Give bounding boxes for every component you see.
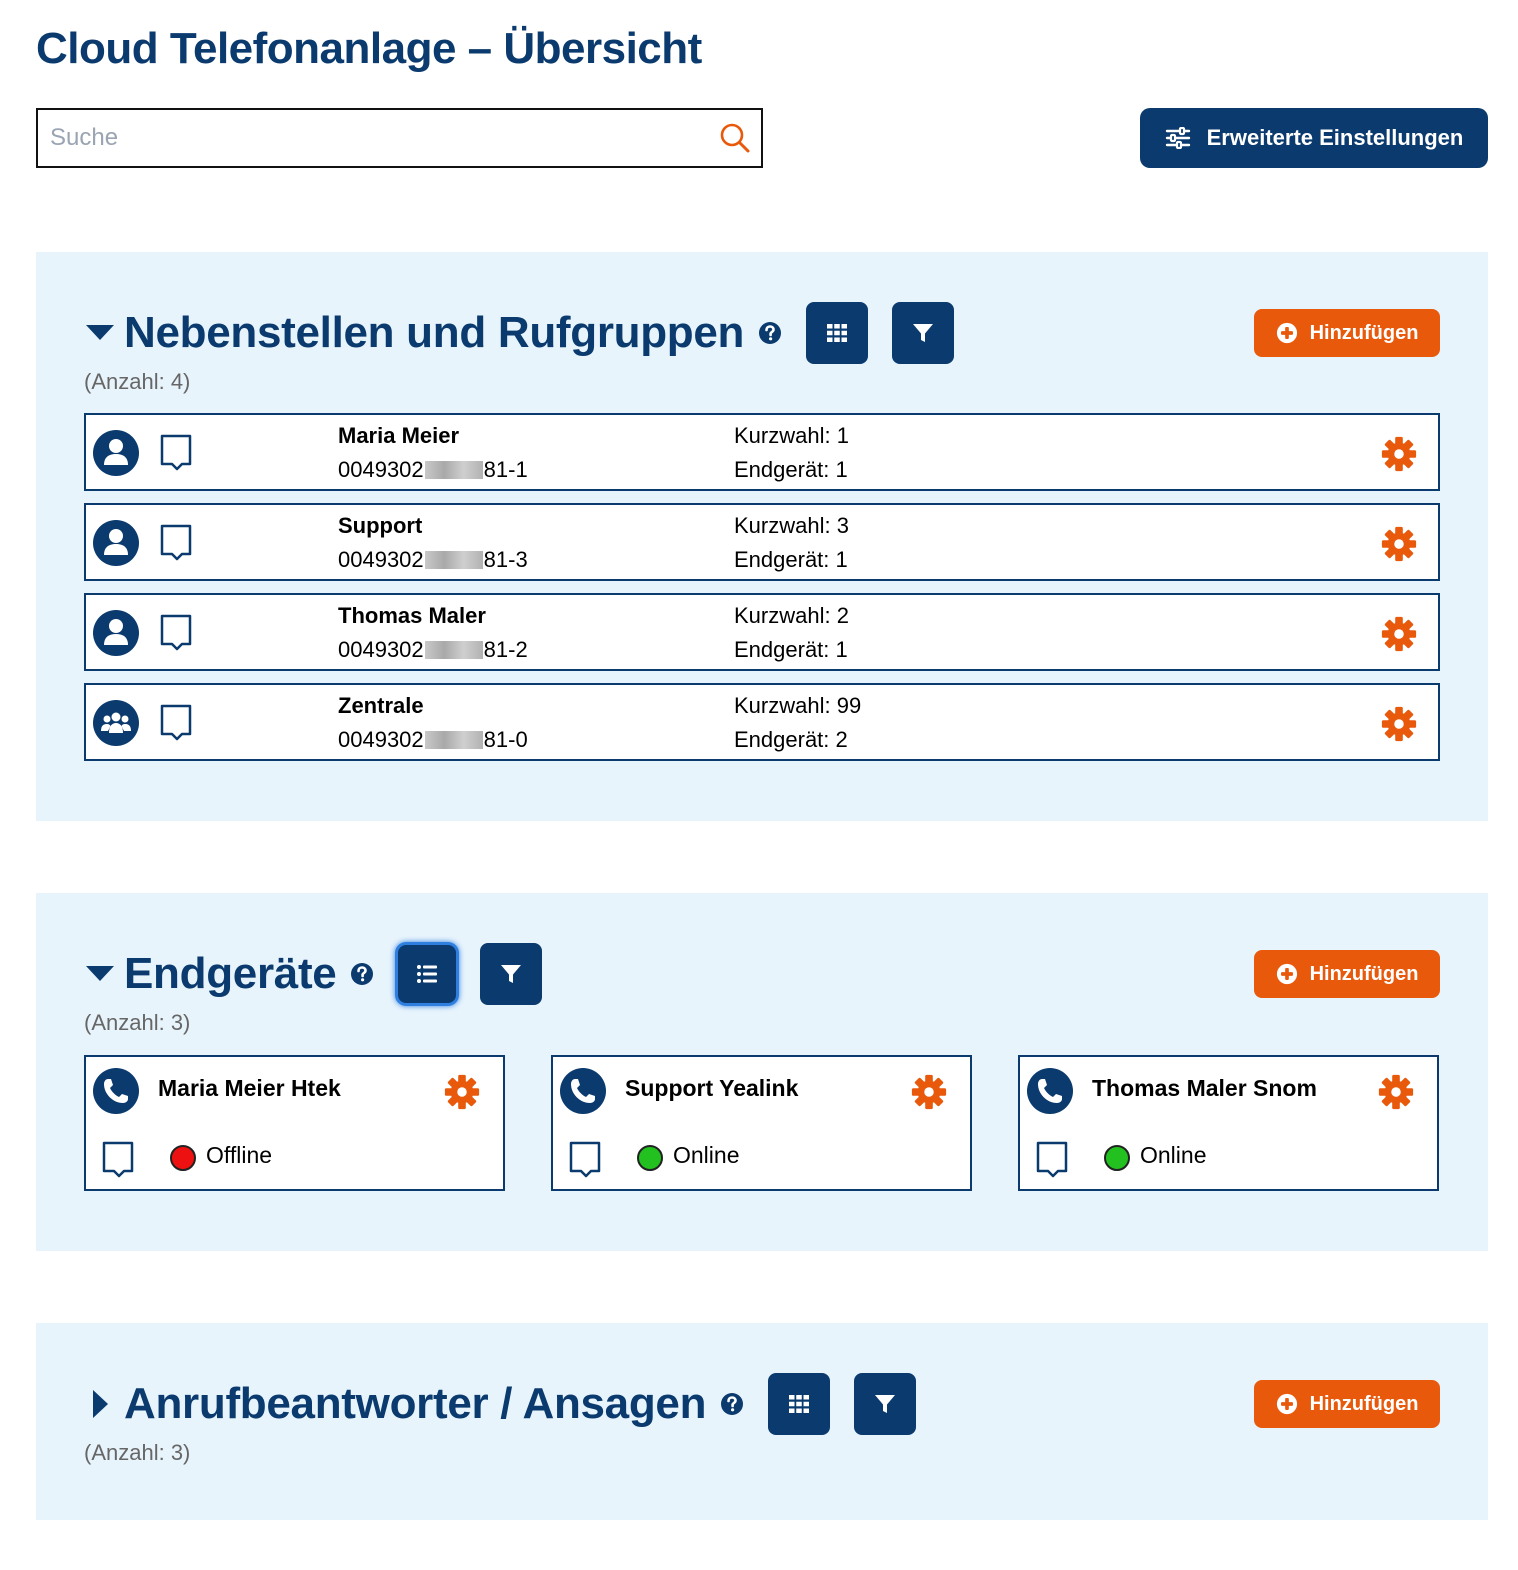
advanced-settings-button[interactable] <box>1140 108 1488 168</box>
device-count: Endgerät: 1 <box>734 457 848 482</box>
gear-icon[interactable] <box>1380 705 1418 743</box>
filter-icon <box>911 321 935 345</box>
filter-button[interactable] <box>854 1373 916 1435</box>
shortdial: Kurzwahl: 3 <box>734 513 849 538</box>
extension-name: Maria Meier <box>338 423 460 448</box>
device-card[interactable] <box>1018 1055 1439 1191</box>
expand-caret-icon[interactable] <box>84 1388 116 1420</box>
devices-panel <box>36 893 1488 1251</box>
table-row[interactable] <box>84 503 1440 581</box>
status-dot-icon <box>637 1145 663 1171</box>
device-status: Online <box>673 1142 740 1168</box>
plus-circle-icon <box>1276 322 1298 344</box>
page-title: Cloud Telefonanlage – Übersicht <box>36 24 702 73</box>
grid-icon <box>825 321 849 345</box>
extensions-count: (Anzahl: 4) <box>84 369 191 394</box>
extensions-panel <box>36 252 1488 821</box>
device-status: Offline <box>206 1142 273 1168</box>
collapse-caret-icon[interactable] <box>84 958 116 990</box>
select-checkbox[interactable] <box>160 614 192 652</box>
extension-name: Support <box>338 513 423 538</box>
extensions-header <box>84 302 954 364</box>
user-icon <box>92 609 140 657</box>
shortdial: Kurzwahl: 99 <box>734 693 862 718</box>
gear-icon[interactable] <box>1380 615 1418 653</box>
search-icon[interactable] <box>719 122 751 154</box>
device-name: Support Yealink <box>625 1075 799 1101</box>
voicemail-count: (Anzahl: 3) <box>84 1440 191 1465</box>
add-label: Hinzufügen <box>1309 1392 1419 1415</box>
group-icon <box>92 699 140 747</box>
list-icon <box>415 962 439 986</box>
device-card[interactable] <box>551 1055 972 1191</box>
device-count: Endgerät: 1 <box>734 547 848 572</box>
voicemail-panel <box>36 1323 1488 1520</box>
filter-button[interactable] <box>892 302 954 364</box>
status-dot-icon <box>1104 1145 1130 1171</box>
select-checkbox[interactable] <box>102 1141 134 1179</box>
select-checkbox[interactable] <box>569 1141 601 1179</box>
extension-name: Zentrale <box>338 693 424 718</box>
device-name: Thomas Maler Snom <box>1092 1075 1317 1101</box>
search-input[interactable] <box>38 110 761 166</box>
extensions-title: Nebenstellen und Rufgruppen <box>124 308 745 357</box>
gear-icon[interactable] <box>1380 525 1418 563</box>
table-row[interactable] <box>84 593 1440 671</box>
help-icon[interactable] <box>720 1392 744 1416</box>
shortdial: Kurzwahl: 2 <box>734 603 849 628</box>
voicemail-title: Anrufbeantworter / Ansagen <box>124 1379 707 1428</box>
select-checkbox[interactable] <box>1036 1141 1068 1179</box>
grid-icon <box>787 1392 811 1416</box>
grid-view-button[interactable] <box>806 302 868 364</box>
filter-icon <box>873 1392 897 1416</box>
user-icon <box>92 519 140 567</box>
list-view-button[interactable] <box>398 945 456 1003</box>
select-checkbox[interactable] <box>160 524 192 562</box>
select-checkbox[interactable] <box>160 704 192 742</box>
collapse-caret-icon[interactable] <box>84 317 116 349</box>
plus-circle-icon <box>1276 1393 1298 1415</box>
extension-number: 0049302 81-0 <box>338 727 528 752</box>
table-row[interactable] <box>84 413 1440 491</box>
device-count: Endgerät: 1 <box>734 637 848 662</box>
filter-icon <box>499 962 523 986</box>
user-icon <box>92 429 140 477</box>
add-label: Hinzufügen <box>1309 962 1419 985</box>
device-name: Maria Meier Htek <box>158 1075 341 1101</box>
help-icon[interactable] <box>758 321 782 345</box>
devices-title: Endgeräte <box>124 949 337 998</box>
grid-view-button[interactable] <box>768 1373 830 1435</box>
shortdial: Kurzwahl: 1 <box>734 423 849 448</box>
sliders-icon <box>1165 127 1191 149</box>
status-dot-icon <box>170 1145 196 1171</box>
phone-icon <box>92 1067 140 1115</box>
search-box <box>36 108 763 168</box>
gear-icon[interactable] <box>1377 1073 1415 1111</box>
advanced-settings-label: Erweiterte Einstellungen <box>1206 125 1464 150</box>
help-icon[interactable] <box>350 962 374 986</box>
voicemail-header <box>84 1373 916 1435</box>
extension-name: Thomas Maler <box>338 603 486 628</box>
extension-number: 0049302 81-3 <box>338 547 528 572</box>
add-voicemail-button[interactable] <box>1254 1380 1440 1428</box>
select-checkbox[interactable] <box>160 434 192 472</box>
table-row[interactable] <box>84 683 1440 761</box>
device-status: Online <box>1140 1142 1207 1168</box>
phone-icon <box>559 1067 607 1115</box>
devices-header <box>84 943 542 1005</box>
gear-icon[interactable] <box>443 1073 481 1111</box>
devices-count: (Anzahl: 3) <box>84 1010 191 1035</box>
gear-icon[interactable] <box>1380 435 1418 473</box>
plus-circle-icon <box>1276 963 1298 985</box>
add-device-button[interactable] <box>1254 950 1440 998</box>
phone-icon <box>1026 1067 1074 1115</box>
add-extension-button[interactable] <box>1254 309 1440 357</box>
device-count: Endgerät: 2 <box>734 727 848 752</box>
extension-number: 0049302 81-1 <box>338 457 528 482</box>
device-card[interactable] <box>84 1055 505 1191</box>
gear-icon[interactable] <box>910 1073 948 1111</box>
filter-button[interactable] <box>480 943 542 1005</box>
extension-number: 0049302 81-2 <box>338 637 528 662</box>
add-label: Hinzufügen <box>1309 321 1419 344</box>
